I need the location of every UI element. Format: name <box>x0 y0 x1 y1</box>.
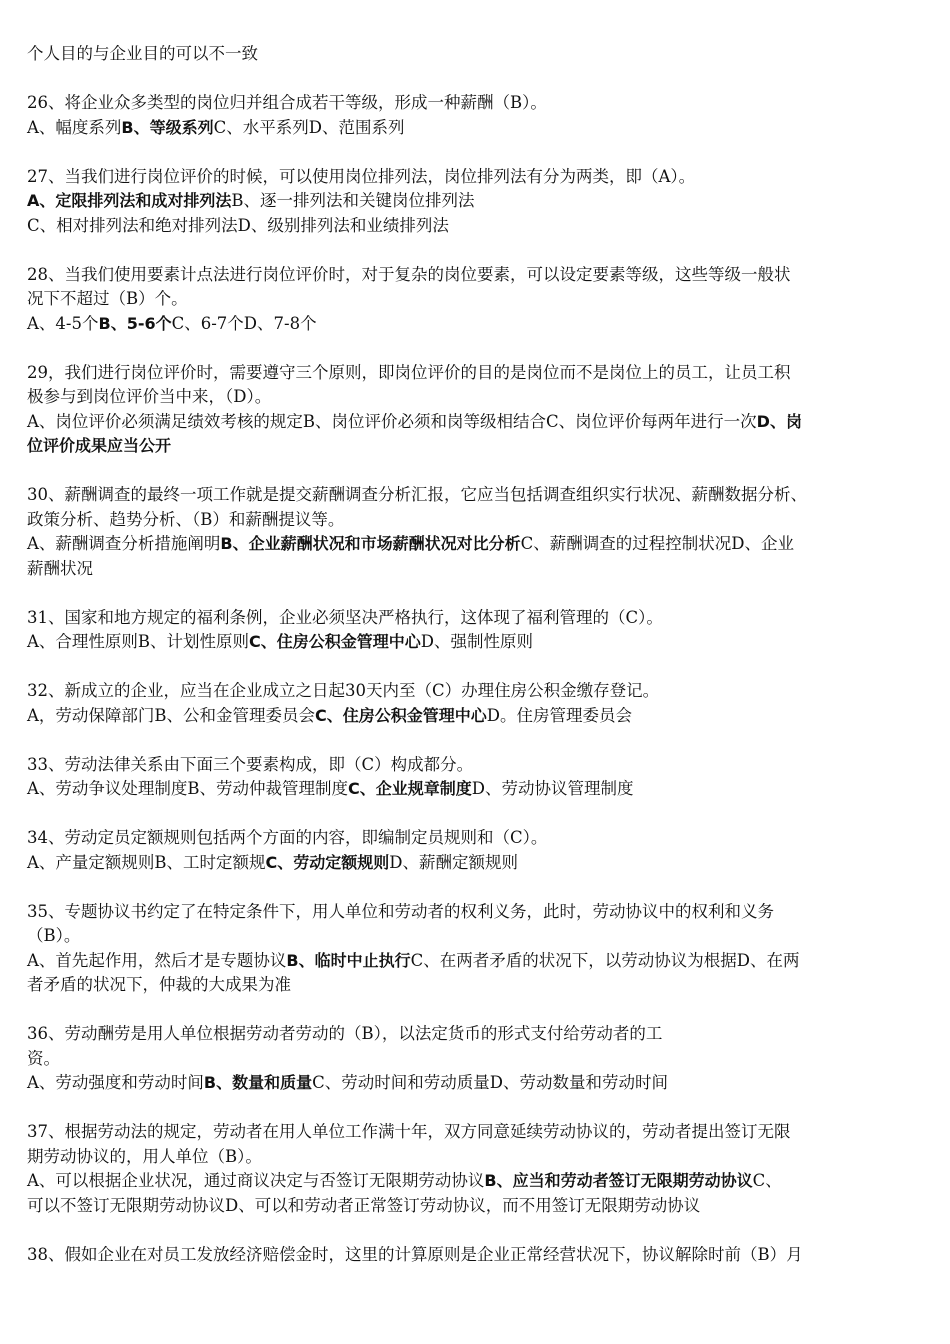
text-line <box>27 630 927 655</box>
text-line <box>27 557 927 582</box>
text-line <box>27 1169 927 1194</box>
text-segment: 28、当我们使用要素计点法进行岗位评价时，对于复杂的岗位要素，可以设定要素等级，这些等级一般状 <box>27 264 791 284</box>
text-line <box>27 42 927 67</box>
text-line <box>27 1145 927 1170</box>
text-line <box>27 1120 927 1145</box>
answer-text: C、住房公积金管理中心 <box>249 632 421 651</box>
text-line <box>27 1071 927 1096</box>
answer-text: B、5-6个 <box>98 313 172 333</box>
text-line <box>27 851 927 876</box>
text-line <box>27 1194 927 1219</box>
text-segment: 况下不超过（B）个。 <box>27 289 188 308</box>
text-line <box>27 165 927 190</box>
text-segment: 27、当我们进行岗位评价的时候，可以使用岗位排列法，岗位排列法有分为两类，即（A）。 <box>27 166 696 186</box>
blank-line <box>27 802 927 827</box>
text-segment: 33、劳动法律关系由下面三个要素构成，即（C）构成都分。 <box>27 754 474 774</box>
text-line <box>27 116 927 141</box>
text-segment: A、劳动争议处理制度B、劳动仲裁管理制度 <box>27 779 349 798</box>
text-segment: C、劳动时间和劳动质量D、劳动数量和劳动时间 <box>312 1073 668 1092</box>
text-segment: A、幅度系列 <box>27 117 122 137</box>
text-segment: C、薪酬调查的过程控制状况D、企业 <box>520 534 794 553</box>
text-line <box>27 312 927 337</box>
answer-text: B、等级系列 <box>121 117 214 137</box>
text-line <box>27 1022 927 1047</box>
text-line <box>27 826 927 851</box>
document-body <box>27 42 927 1267</box>
text-segment: 30、薪酬调查的最终一项工作就是提交薪酬调查分析汇报，它应当包括调查组织实行状况、薪酬数据分析、 <box>27 485 807 504</box>
text-segment: B、逐一排列法和关键岗位排列法 <box>231 191 475 210</box>
blank-line <box>27 459 927 484</box>
blank-line <box>27 336 927 361</box>
text-segment: 36、劳动酬劳是用人单位根据劳动者劳动的（B），以法定货币的形式支付给劳动者的工 <box>27 1024 663 1043</box>
text-segment: A、岗位评价必须满足绩效考核的规定B、岗位评价必须和岗等级相结合C、岗位评价每两年进行一次 <box>27 411 757 431</box>
blank-line <box>27 998 927 1023</box>
text-segment: A、可以根据企业状况，通过商议决定与否签订无限期劳动协议 <box>27 1171 485 1190</box>
answer-text: 位评价成果应当公开 <box>27 436 172 455</box>
text-segment: 31、国家和地方规定的福利条例，企业必须坚决严格执行，这体现了福利管理的（C）。 <box>27 607 663 627</box>
text-segment: A、产量定额规则B、工时定额规 <box>27 852 266 872</box>
text-line <box>27 777 927 802</box>
text-line <box>27 679 927 704</box>
blank-line <box>27 67 927 92</box>
blank-line <box>27 1096 927 1121</box>
text-segment: C、水平系列D、范围系列 <box>213 117 405 137</box>
text-segment: 34、劳动定员定额规则包括两个方面的内容，即编制定员规则和（C）。 <box>27 828 548 847</box>
text-line <box>27 434 927 459</box>
text-segment: A，劳动保障部门B、公和金管理委员会 <box>27 705 316 725</box>
text-line <box>27 704 927 729</box>
blank-line <box>27 1218 927 1243</box>
text-segment: 个人目的与企业目的可以不一致 <box>27 44 258 63</box>
text-segment: 32、新成立的企业，应当在企业成立之日起30天内至（C）办理住房公积金缴存登记。 <box>27 681 660 700</box>
text-line <box>27 532 927 557</box>
text-line <box>27 361 927 386</box>
text-segment: 资。 <box>27 1048 60 1068</box>
text-segment: 极参与到岗位评价当中来，（D）。 <box>27 387 272 406</box>
text-segment: 可以不签订无限期劳动协议D、可以和劳动者正常签订劳动协议，而不用签订无限期劳动协议 <box>27 1195 701 1215</box>
answer-text: C、企业规章制度 <box>348 779 472 798</box>
text-segment: 26、将企业众多类型的岗位归并组合成若干等级，形成一种薪酬（B）。 <box>27 93 547 112</box>
text-line <box>27 385 927 410</box>
text-line <box>27 263 927 288</box>
blank-line <box>27 875 927 900</box>
text-line <box>27 508 927 533</box>
text-segment: D。住房管理委员会 <box>486 705 633 725</box>
text-line <box>27 606 927 631</box>
text-line <box>27 924 927 949</box>
text-line <box>27 189 927 214</box>
text-segment: A、薪酬调查分析措施阐明 <box>27 534 221 553</box>
text-line <box>27 214 927 239</box>
text-segment: C、 <box>752 1171 782 1190</box>
text-segment: C、6-7个D、7-8个 <box>171 313 317 333</box>
text-segment: A、4-5个 <box>27 313 99 333</box>
answer-text: C、劳动定额规则 <box>265 852 390 872</box>
text-segment: C、相对排列法和绝对排列法D、级别排列法和业绩排列法 <box>27 215 449 235</box>
text-segment: 者矛盾的状况下，仲裁的大成果为准 <box>27 975 291 994</box>
text-line <box>27 483 927 508</box>
text-segment: D、强制性原则 <box>420 632 534 651</box>
blank-line <box>27 140 927 165</box>
text-segment: A、劳动强度和劳动时间 <box>27 1073 204 1092</box>
answer-text: B、应当和劳动者签订无限期劳动协议 <box>484 1171 753 1190</box>
text-segment: 35、专题协议书约定了在特定条件下，用人单位和劳动者的权利义务，此时，劳动协议中的权利和义务 <box>27 901 774 921</box>
text-line <box>27 753 927 778</box>
text-line <box>27 1047 927 1072</box>
text-segment: 29，我们进行岗位评价时，需要遵守三个原则，即岗位评价的目的是岗位而不是岗位上的员工，让员工积 <box>27 362 791 382</box>
text-line <box>27 900 927 925</box>
blank-line <box>27 728 927 753</box>
text-segment: D、劳动协议管理制度 <box>471 779 634 798</box>
text-segment: 38、假如企业在对员工发放经济赔偿金时，这里的计算原则是企业正常经营状况下，协议解除时前（B）月 <box>27 1244 803 1264</box>
answer-text: D、岗 <box>756 411 802 431</box>
text-segment: （B）。 <box>27 926 81 945</box>
answer-text: C、住房公积金管理中心 <box>315 705 487 725</box>
text-line <box>27 410 927 435</box>
answer-text: B、企业薪酬状况和市场薪酬状况对比分析 <box>220 534 521 553</box>
text-segment: C、在两者矛盾的状况下，以劳动协议为根据D、在两 <box>410 950 800 970</box>
answer-text: B、临时中止执行 <box>286 950 411 970</box>
text-segment: 政策分析、趋势分析、（B）和薪酬提议等。 <box>27 509 345 529</box>
text-segment: D、薪酬定额规则 <box>389 852 519 872</box>
text-segment: 期劳动协议的，用人单位（B）。 <box>27 1146 262 1166</box>
blank-line <box>27 581 927 606</box>
text-segment: 薪酬状况 <box>27 558 93 578</box>
blank-line <box>27 238 927 263</box>
text-line <box>27 91 927 116</box>
text-segment: A、首先起作用，然后才是专题协议 <box>27 950 287 970</box>
text-segment: 37、根据劳动法的规定，劳动者在用人单位工作满十年，双方同意延续劳动协议的，劳动者提出签订无限 <box>27 1122 791 1141</box>
text-line <box>27 287 927 312</box>
answer-text: A、定限排列法和成对排列法 <box>27 191 232 210</box>
answer-text: B、数量和质量 <box>203 1073 313 1092</box>
text-line <box>27 973 927 998</box>
blank-line <box>27 655 927 680</box>
text-line <box>27 1243 927 1268</box>
text-line <box>27 949 927 974</box>
text-segment: A、合理性原则B、计划性原则 <box>27 632 250 651</box>
